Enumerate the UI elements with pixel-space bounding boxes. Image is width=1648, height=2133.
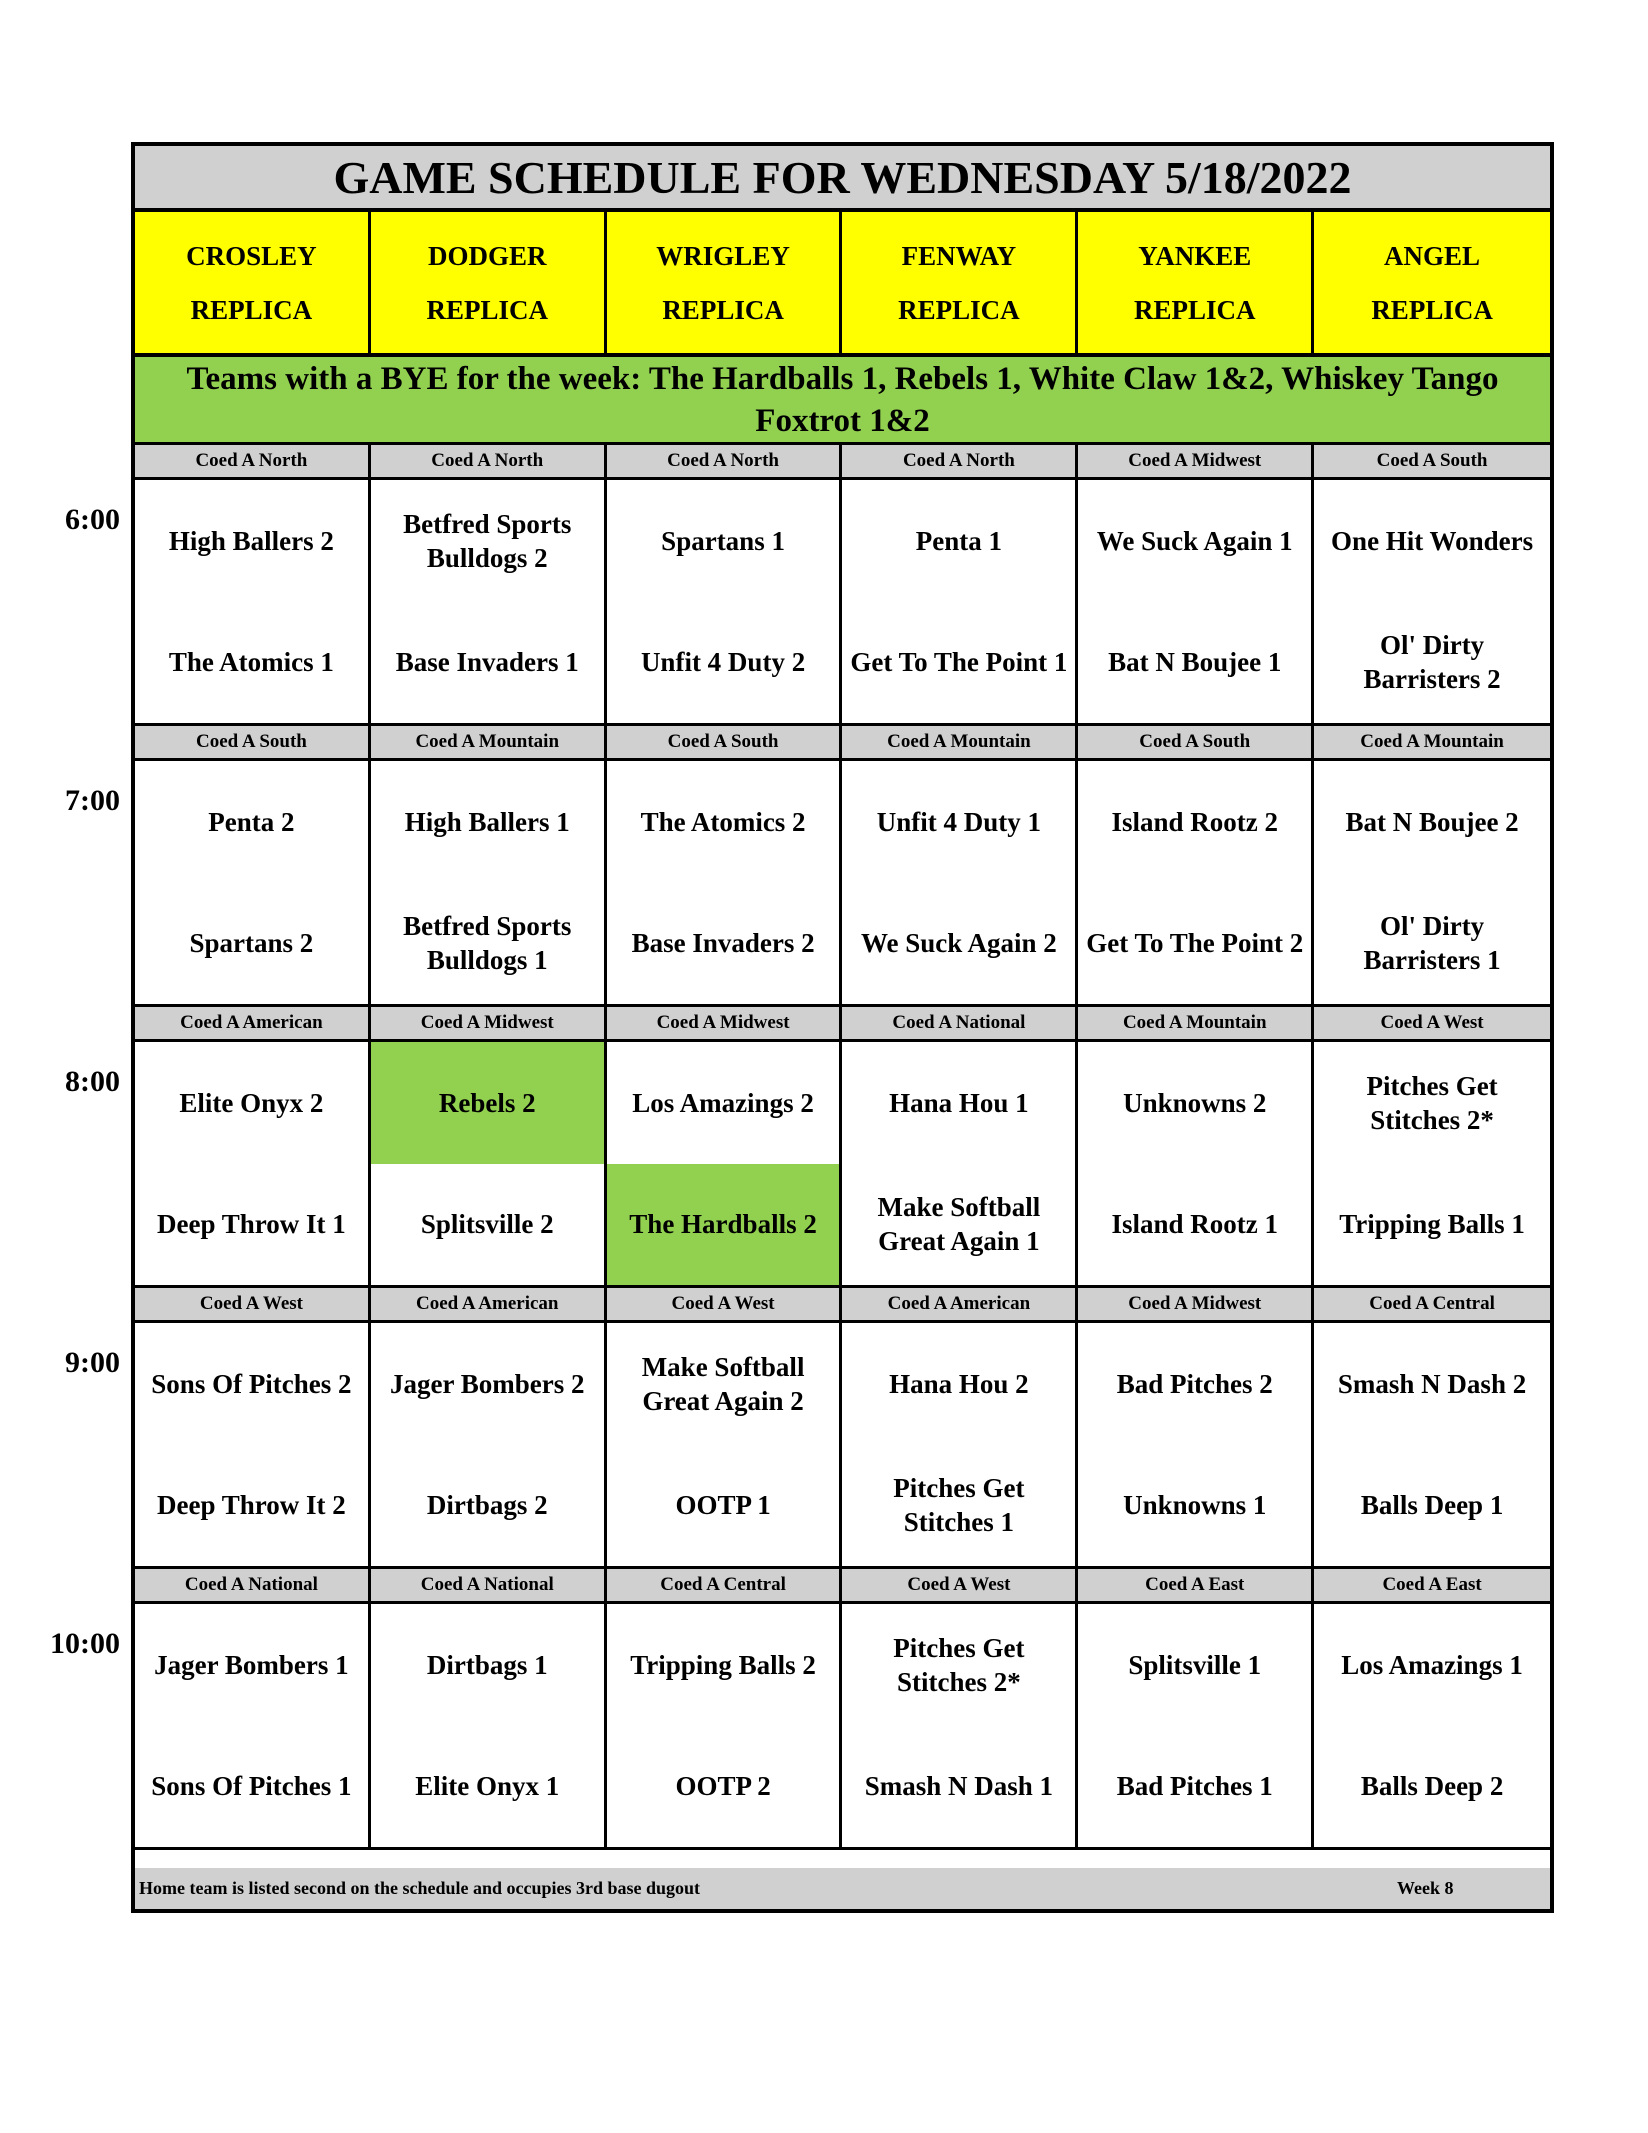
- home-team: Base Invaders 2: [631, 928, 815, 959]
- game-cell: [1078, 480, 1314, 723]
- home-team: Base Invaders 1: [395, 647, 579, 678]
- home-team: Betfred Sports Bulldogs 1: [403, 911, 572, 976]
- division-label: Coed A Mountain: [1360, 731, 1504, 752]
- game-cell: [135, 480, 371, 723]
- away-team: Unfit 4 Duty 1: [876, 806, 1042, 837]
- division-label: Coed A East: [1078, 1569, 1314, 1601]
- away-team: Splitsville 1: [1128, 1649, 1262, 1680]
- home-team: Get To The Point 1: [850, 647, 1068, 678]
- time-slot-block: [135, 726, 1550, 1007]
- away-team: Make Softball Great Again 2: [641, 1351, 805, 1416]
- field-sub: REPLICA: [1371, 294, 1493, 325]
- division-label: Coed A Central: [607, 1569, 843, 1601]
- bye-banner: Teams with a BYE for the week: The Hardballs 1, Rebels 1, White Claw 1&2, Whiskey Tango Foxtrot 1&2: [135, 357, 1550, 445]
- field-header-wrigley: [607, 212, 843, 353]
- schedule-sheet: [131, 142, 1554, 1913]
- game-cell: [371, 1323, 607, 1566]
- game-cell: [135, 1042, 371, 1285]
- division-label: Coed A South: [607, 726, 843, 758]
- division-label: Coed A Central: [1369, 1293, 1495, 1314]
- division-label: Coed A North: [607, 445, 843, 477]
- games-row: [135, 1323, 1550, 1569]
- home-team: The Atomics 1: [168, 647, 334, 678]
- games-row: [135, 480, 1550, 726]
- division-label: Coed A West: [607, 1288, 843, 1320]
- field-header-crosley: [135, 212, 371, 353]
- time-slot-block: [135, 1288, 1550, 1569]
- home-team: Ol' Dirty Barristers 1: [1363, 911, 1501, 976]
- field-header-fenway: [842, 212, 1078, 353]
- game-cell: [1314, 761, 1550, 1004]
- away-team: High Ballers 2: [168, 525, 334, 556]
- division-label: Coed A North: [371, 445, 607, 477]
- field-header-row: [135, 212, 1550, 357]
- game-cell: [1078, 1042, 1314, 1285]
- away-team: Los Amazings 1: [1341, 1649, 1523, 1680]
- away-team: Bat N Boujee 2: [1345, 806, 1519, 837]
- games-row: [135, 761, 1550, 1007]
- field-name: WRIGLEY: [656, 240, 790, 271]
- field-name: FENWAY: [901, 240, 1017, 271]
- division-row: [135, 1569, 1550, 1604]
- away-team: Island Rootz 2: [1111, 806, 1278, 837]
- away-team: Hana Hou 1: [889, 1087, 1029, 1118]
- home-team: Dirtbags 2: [426, 1490, 548, 1521]
- field-sub: REPLICA: [190, 294, 313, 325]
- home-team: Splitsville 2: [420, 1209, 554, 1240]
- home-team: Pitches Get Stitches 1: [893, 1473, 1025, 1538]
- field-sub: REPLICA: [662, 294, 784, 325]
- game-cell: [135, 1604, 371, 1847]
- division-label: Coed A South: [1078, 726, 1314, 758]
- division-label: Coed A North: [135, 445, 371, 477]
- game-cell: [842, 1042, 1078, 1285]
- division-label: Coed A Midwest: [371, 1007, 607, 1039]
- games-row: [135, 1604, 1550, 1850]
- field-name: DODGER: [427, 240, 547, 271]
- home-team: Bad Pitches 1: [1116, 1771, 1273, 1802]
- away-team: Spartans 1: [661, 525, 785, 556]
- time-label: 8:00: [65, 1065, 120, 1098]
- week-label: Week 8: [1397, 1878, 1454, 1898]
- game-cell: [371, 1604, 607, 1847]
- away-team: Jager Bombers 1: [154, 1649, 349, 1680]
- field-header-angel: [1314, 212, 1550, 353]
- field-name: ANGEL: [1384, 240, 1481, 271]
- game-cell: [1078, 1323, 1314, 1566]
- time-label: 10:00: [50, 1627, 120, 1660]
- home-team: Balls Deep 1: [1360, 1490, 1504, 1521]
- field-sub: REPLICA: [898, 294, 1020, 325]
- away-team: High Ballers 1: [404, 806, 570, 837]
- schedule-title: GAME SCHEDULE FOR WEDNESDAY 5/18/2022: [135, 146, 1550, 212]
- home-team: Deep Throw It 2: [157, 1490, 346, 1521]
- game-cell: [842, 761, 1078, 1004]
- division-label: Coed A Mountain: [842, 726, 1078, 758]
- division-label: Coed A Mountain: [1078, 1007, 1314, 1039]
- time-slot-block: [135, 1569, 1550, 1850]
- time-slot-block: [135, 445, 1550, 726]
- game-cell: [1314, 1604, 1550, 1847]
- game-cell: [607, 480, 843, 723]
- home-team: Spartans 2: [189, 928, 314, 959]
- division-row: [135, 445, 1550, 480]
- time-label: 7:00: [65, 784, 120, 817]
- time-slot-block: [135, 1007, 1550, 1288]
- field-name: YANKEE: [1138, 240, 1252, 271]
- division-label: Coed A American: [135, 1007, 371, 1039]
- home-team: OOTP 1: [675, 1490, 771, 1521]
- away-team: Rebels 2: [371, 1042, 604, 1164]
- game-cell: [607, 761, 843, 1004]
- away-team: Elite Onyx 2: [179, 1087, 324, 1118]
- game-cell: [1314, 1323, 1550, 1566]
- division-label: Coed A West: [842, 1569, 1078, 1601]
- division-label: Coed A West: [135, 1288, 371, 1320]
- division-label: Coed A South: [135, 726, 371, 758]
- home-team: Ol' Dirty Barristers 2: [1363, 630, 1501, 695]
- division-row: [135, 1007, 1550, 1042]
- game-cell: [135, 761, 371, 1004]
- division-row: [135, 1288, 1550, 1323]
- away-team: Pitches Get Stitches 2*: [893, 1632, 1025, 1697]
- division-label: Coed A East: [1382, 1574, 1482, 1595]
- game-cell: [371, 1042, 607, 1285]
- home-team: Deep Throw It 1: [157, 1209, 346, 1240]
- game-cell: [1078, 761, 1314, 1004]
- division-label: Coed A National: [842, 1007, 1078, 1039]
- division-label: Coed A North: [842, 445, 1078, 477]
- home-team: Balls Deep 2: [1360, 1771, 1504, 1802]
- game-cell: [1314, 480, 1550, 723]
- game-cell: [842, 480, 1078, 723]
- home-team-note: Home team is listed second on the schedule and occupies 3rd base dugout: [139, 1878, 701, 1898]
- division-label: Coed A Midwest: [607, 1007, 843, 1039]
- away-team: One Hit Wonders: [1331, 525, 1534, 556]
- home-team: Sons Of Pitches 1: [151, 1771, 352, 1802]
- away-team: We Suck Again 1: [1096, 525, 1293, 556]
- division-label: Coed A Mountain: [371, 726, 607, 758]
- division-label: Coed A American: [371, 1288, 607, 1320]
- away-team: Los Amazings 2: [632, 1087, 814, 1118]
- field-sub: REPLICA: [1133, 294, 1256, 325]
- division-label: Coed A National: [135, 1569, 371, 1601]
- division-row: [135, 726, 1550, 761]
- time-label: 6:00: [65, 503, 120, 536]
- game-cell: [1314, 1042, 1550, 1285]
- away-team: Penta 1: [915, 525, 1003, 556]
- field-sub: REPLICA: [426, 294, 548, 325]
- games-row: [135, 1042, 1550, 1288]
- home-team: Make Softball Great Again 1: [877, 1192, 1041, 1257]
- away-team: Tripping Balls 2: [630, 1649, 816, 1680]
- home-team: Tripping Balls 1: [1339, 1209, 1525, 1240]
- home-team: Unknowns 1: [1123, 1490, 1267, 1521]
- game-cell: [842, 1323, 1078, 1566]
- away-team: Unknowns 2: [1123, 1087, 1267, 1118]
- home-team: Island Rootz 1: [1111, 1209, 1278, 1240]
- field-name: CROSLEY: [186, 240, 317, 271]
- division-label: Coed A American: [842, 1288, 1078, 1320]
- division-label: Coed A West: [1380, 1012, 1484, 1033]
- game-cell: [135, 1323, 371, 1566]
- game-cell: [1078, 1604, 1314, 1847]
- game-cell: [371, 761, 607, 1004]
- game-cell: [607, 1323, 843, 1566]
- division-label: Coed A National: [371, 1569, 607, 1601]
- home-team: Elite Onyx 1: [415, 1771, 560, 1802]
- game-cell: [607, 1042, 843, 1285]
- home-team: OOTP 2: [675, 1771, 771, 1802]
- home-team: The Hardballs 2: [607, 1164, 840, 1286]
- away-team: Betfred Sports Bulldogs 2: [403, 508, 572, 573]
- division-label: Coed A South: [1376, 450, 1488, 471]
- game-cell: [842, 1604, 1078, 1847]
- division-label: Coed A Midwest: [1078, 1288, 1314, 1320]
- game-cell: [607, 1604, 843, 1847]
- field-header-yankee: [1078, 212, 1314, 353]
- home-team: Bat N Boujee 1: [1108, 647, 1282, 678]
- home-team: Smash N Dash 1: [864, 1771, 1054, 1802]
- division-label: Coed A Midwest: [1078, 445, 1314, 477]
- home-team: Get To The Point 2: [1086, 928, 1304, 959]
- away-team: Bad Pitches 2: [1116, 1368, 1273, 1399]
- away-team: Pitches Get Stitches 2*: [1366, 1070, 1498, 1135]
- away-team: The Atomics 2: [640, 806, 806, 837]
- home-team: We Suck Again 2: [861, 928, 1057, 959]
- away-team: Penta 2: [208, 806, 295, 837]
- field-header-dodger: [371, 212, 607, 353]
- away-team: Sons Of Pitches 2: [151, 1368, 352, 1399]
- away-team: Smash N Dash 2: [1337, 1368, 1527, 1399]
- schedule-footer: [135, 1868, 1550, 1909]
- home-team: Unfit 4 Duty 2: [640, 647, 806, 678]
- time-label: 9:00: [65, 1346, 120, 1379]
- game-cell: [371, 480, 607, 723]
- away-team: Jager Bombers 2: [390, 1368, 585, 1399]
- away-team: Dirtbags 1: [426, 1649, 548, 1680]
- away-team: Hana Hou 2: [889, 1368, 1029, 1399]
